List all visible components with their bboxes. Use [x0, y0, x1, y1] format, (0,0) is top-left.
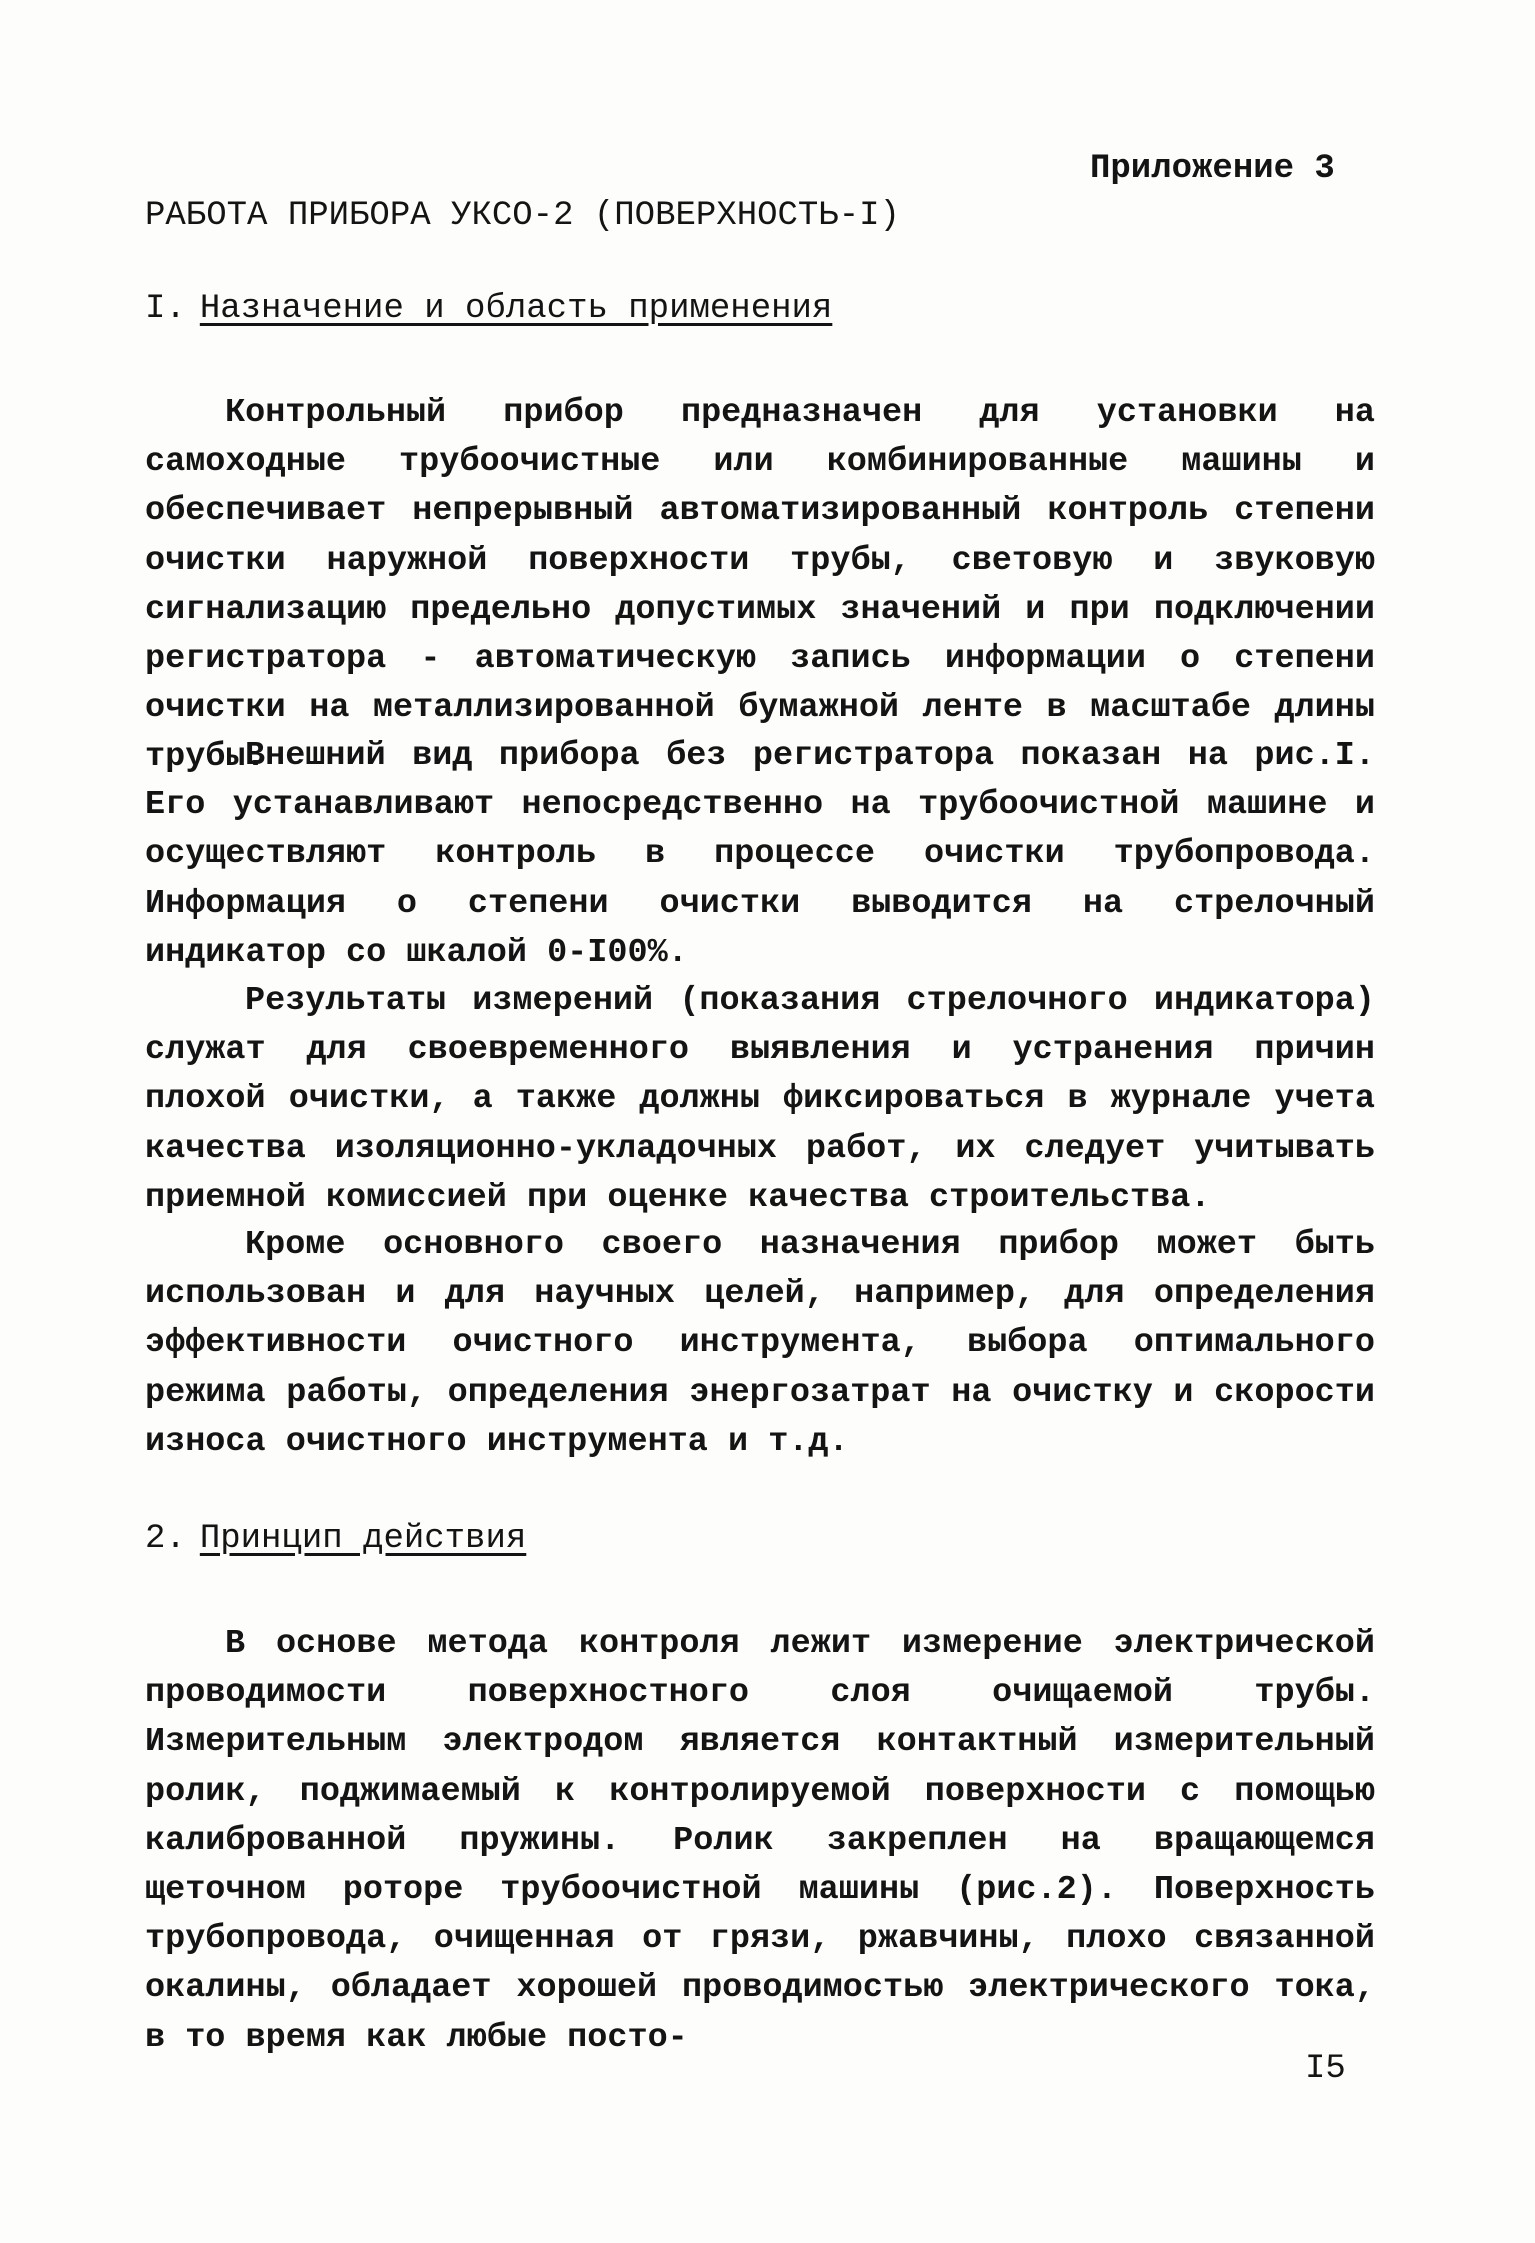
paragraph: В основе метода контроля лежит измерение электрической проводимости поверхностного слоя очищаемой трубы. Измерительным электродом является контактный измерительный ролик, поджимаемый к контролируемой поверхности с помощью калиброванной пружины. Ролик закреплен на вращающемся щеточном роторе трубоочистной машины (рис.2). Поверхность трубопровода, очищенная от грязи, ржавчины, плохо связанной окалины, обладает хорошей проводимостью электрического тока, в то время как любые посто-	[145, 1625, 1375, 2057]
section-heading-principle	[145, 1520, 526, 1558]
section-title: Назначение и область применения	[199, 290, 833, 328]
section-heading-purpose	[145, 290, 832, 328]
section-title: Принцип действия	[199, 1520, 527, 1558]
paragraph: Кроме основного своего назначения прибор может быть использован и для научных целей, например, для определения эффективности очистного инструмента, выбора оптимального режима работы, определения энергозатрат на очистку и скорости износа очистного инструмента и т.д.	[145, 1226, 1375, 1461]
section-number: 2.	[145, 1520, 186, 1558]
section-number: I.	[145, 290, 186, 328]
page-number: I5	[1305, 2050, 1346, 2088]
document-title: РАБОТА ПРИБОРА УКСО-2 (ПОВЕРХНОСТЬ-I)	[145, 197, 900, 235]
paragraph: Результаты измерений (показания стрелочного индикатора) служат для своевременного выявления и устранения причин плохой очистки, а также должны фиксироваться в журнале учета качества изоляционно-укладочных работ, их следует учитывать приемной комиссией при оценке качества строительства.	[145, 982, 1375, 1217]
paragraph: Контрольный прибор предназначен для установки на самоходные трубоочистные или комбинированные машины и обеспечивает непрерывный автоматизированный контроль степени очистки наружной поверхности трубы, световую и звуковую сигнализацию предельно допустимых значений и при подключении регистратора - автоматическую запись информации о степени очистки на металлизированной бумажной ленте в масштабе длины трубы.	[145, 394, 1375, 777]
annex-label: Приложение 3	[1090, 150, 1335, 188]
paragraph: Внешний вид прибора без регистратора показан на рис.I. Его устанавливают непосредственно на трубоочистной машине и осуществляют контроль в процессе очистки трубопровода. Информация о степени очистки выводится на стрелочный индикатор со шкалой 0-I00%.	[145, 737, 1375, 972]
